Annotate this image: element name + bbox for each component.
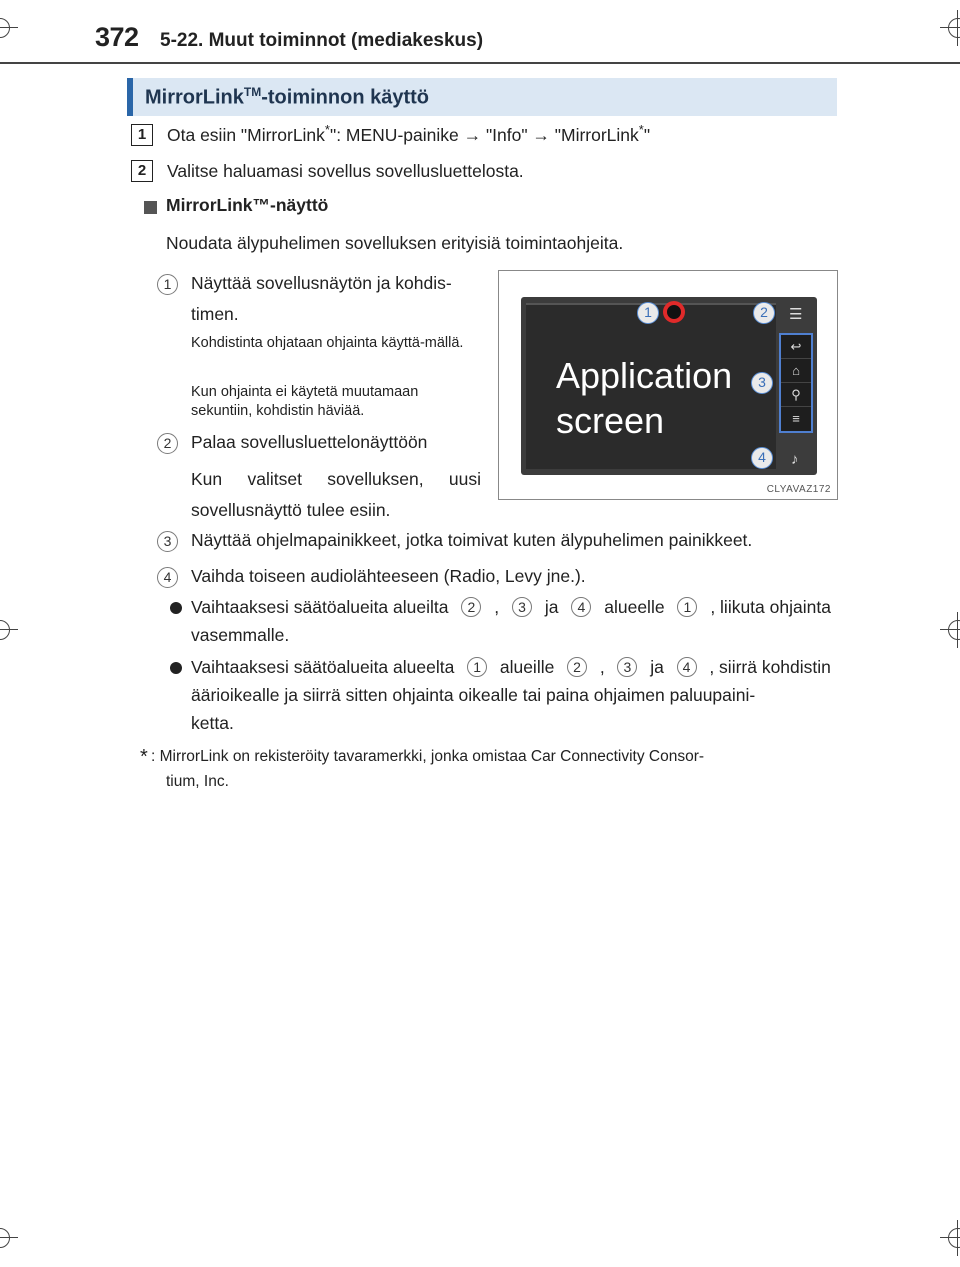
inline-marker: 2 [567,657,587,677]
step-2-text: Valitse haluamasi sovellus sovellusluettelosta. [167,161,524,181]
footnote: * : MirrorLink on rekisteröity tavaramerkki, jonka omistaa Car Connectivity Consor- tium, Inc. [140,746,705,790]
page-number: 372 [95,22,139,52]
crop-mark-top-right [940,10,960,46]
menu-icon: ≡ [792,411,800,426]
music-note-icon: ♪ [791,451,799,468]
figure-marker-1: 1 [637,302,659,324]
callout-3-marker: 3 [157,531,178,552]
inline-marker: 4 [677,657,697,677]
figure-marker-4: 4 [751,447,773,469]
callout-2-marker: 2 [157,433,178,454]
callout-2-detail: Kun valitset sovelluksen, uusi sovellusnäyttö tulee esiin. [191,469,481,520]
callout-1-text: Näyttää sovellusnäytön ja kohdis-timen. [191,273,452,324]
display-screen [521,297,817,475]
step-1-box: 1 [131,124,153,146]
step-2-box: 2 [131,160,153,182]
figure-code: CLYAVAZ172 [766,484,831,495]
crop-mark-top-left [0,10,18,46]
inline-marker: 2 [461,597,481,617]
bullet-2-text: Vaihtaaksesi säätöalueita alueelta 1 alueille 2 , 3 ja 4 , siirrä kohdistin äärioikealle ja siirrä sitten ohjainta oikealle tai paina ohjaimen paluupaini- ketta. [191,657,831,733]
subsection-intro: Noudata älypuhelimen sovelluksen erityisiä toimintaohjeita. [166,233,624,253]
figure-marker-3: 3 [751,372,773,394]
inline-marker: 4 [571,597,591,617]
crop-mark-bottom-right [940,1220,960,1256]
figure-marker-2: 2 [753,302,775,324]
crop-mark-bottom-left [0,1220,18,1256]
callout-4-marker: 4 [157,567,178,588]
application-screen-area [526,303,776,469]
subsection-title: MirrorLink™-näyttö [166,195,329,215]
chapter-title: 5-22. Muut toiminnot (mediakeskus) [160,30,484,51]
callout-2-text: Palaa sovellusluettelonäyttöön [191,432,428,452]
search-icon: ⚲ [781,383,811,407]
home-icon: ⌂ [781,359,811,383]
list-icon: ☰ [789,306,803,323]
bullet-2-dot [170,662,182,674]
callout-1-note-2: Kun ohjainta ei käytetä muutamaan sekuntiin, kohdistin häviää. [191,384,419,419]
application-screen-label: Application screen [556,355,733,441]
callout-1-note-1: Kohdistinta ohjataan ohjainta käyttä-mällä. [191,335,464,351]
section-title: MirrorLink™-toiminnon käyttö [145,85,429,109]
crop-mark-mid-right [940,612,960,648]
subsection-square-icon [144,201,157,214]
bullet-1-text: Vaihtaaksesi säätöalueita alueilta 2 , 3 ja 4 alueelle 1 , liikuta ohjainta vasemmalle. [191,597,831,645]
inline-marker: 3 [512,597,532,617]
mirrorlink-figure [498,270,838,500]
inline-marker: 3 [617,657,637,677]
crop-mark-mid-left [0,612,18,648]
header-rule [0,62,960,64]
section-heading [127,78,837,116]
bullet-1-dot [170,602,182,614]
cursor-icon [663,301,685,323]
inline-marker: 1 [677,597,697,617]
callout-3-text: Näyttää ohjelmapainikkeet, jotka toimivat kuten älypuhelimen painikkeet. [191,530,753,550]
back-icon: ↩ [781,335,811,359]
step-1-text: Ota esiin "MirrorLink*": MENU-painike → "Info" → "MirrorLink*" [167,122,651,145]
callout-4-text: Vaihda toiseen audiolähteeseen (Radio, Levy jne.). [191,566,586,586]
callout-1-marker: 1 [157,274,178,295]
inline-marker: 1 [467,657,487,677]
program-button-column [779,333,813,433]
